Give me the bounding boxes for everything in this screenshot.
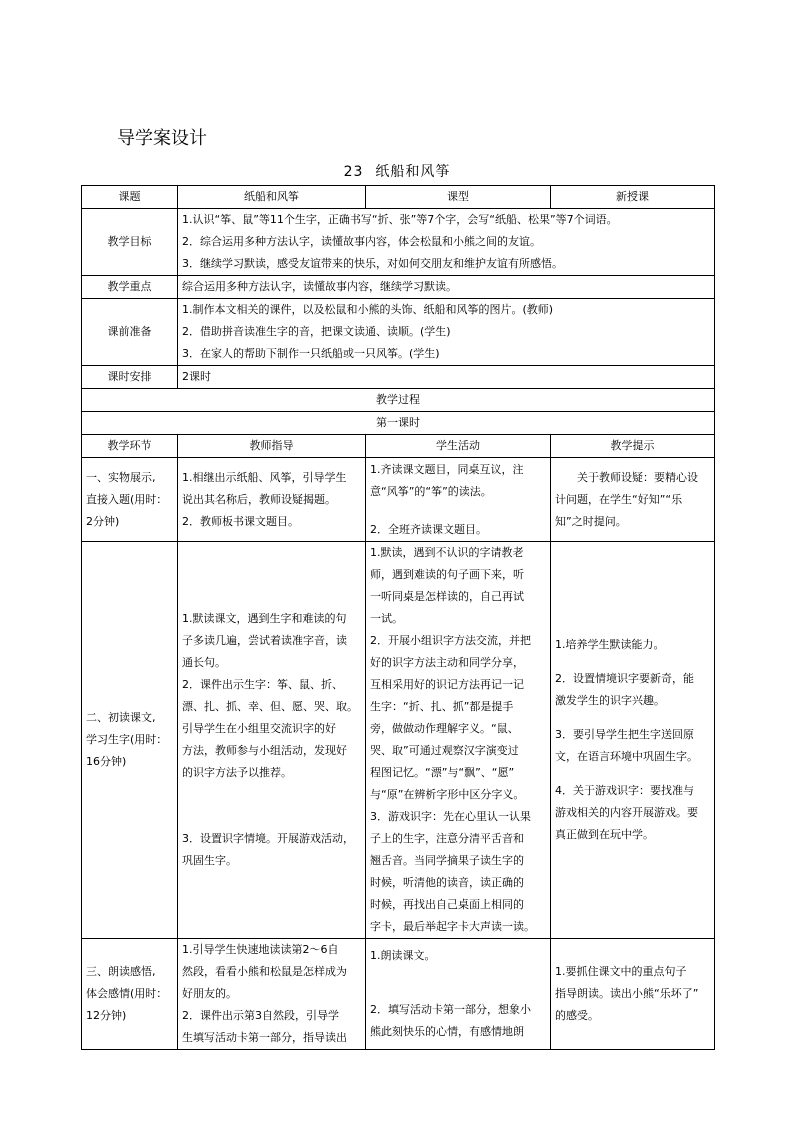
- stage-text: 直接入题(用时：: [86, 492, 168, 506]
- tip-text: 指导朗读。读出小熊“乐坏了”: [555, 987, 699, 1000]
- teacher-text: 子多读几遍，尝试着读准字音，读: [182, 634, 347, 647]
- student-cell: [366, 542, 551, 939]
- teacher-text: 1.默读课文，遇到生字和难读的句: [182, 612, 347, 625]
- table-row: [82, 299, 715, 366]
- tip-text: 真正做到在玩中学。: [555, 828, 654, 841]
- tip-text: 1.培养学生默读能力。: [555, 638, 665, 651]
- goals-cell: [178, 209, 715, 276]
- prep-cell: [178, 299, 715, 366]
- column-header: 教学提示: [551, 435, 715, 458]
- goals-label: 教学目标: [82, 209, 178, 276]
- table-row: [82, 458, 715, 542]
- teacher-text: 好朋友的。: [182, 987, 237, 1000]
- student-text: 生字：“折、扎、抓”都是提手: [370, 700, 514, 713]
- goal-item: 1.认识“筝、鼠”等11个生字，正确书写“折、张”等7个字，会写“纸船、松果”等7个词语。: [182, 213, 618, 226]
- stage-text: 一、实物展示,: [86, 470, 156, 484]
- teacher-text: 引导学生在小组里交流识字的好: [182, 722, 336, 735]
- focus-label: 教学重点: [82, 276, 178, 299]
- stage-text: 2分钟): [86, 514, 120, 528]
- teacher-text: 2．课件出示生字：筝、鼠、折、: [182, 678, 343, 691]
- stage-text: 12分钟): [86, 1009, 127, 1022]
- tip-cell: [551, 542, 715, 939]
- tip-text: 2．设置情境识字要新奇，能: [555, 672, 694, 685]
- tip-text: 的感受。: [555, 1009, 599, 1022]
- prep-label: 课前准备: [82, 299, 178, 366]
- stage-cell: [82, 542, 178, 939]
- stage-cell: [82, 939, 178, 1050]
- student-text: 2．填写活动卡第一部分，想象小: [370, 1003, 531, 1016]
- student-text: 哭、取”可通过观察汉字演变过: [370, 744, 519, 757]
- process-header: 教学过程: [82, 389, 715, 412]
- tip-cell: [551, 458, 715, 542]
- student-text: 师，遇到难读的句子画下来，听: [370, 568, 524, 581]
- lesson-name: 纸船和风筝: [375, 164, 451, 180]
- hours-label: 课时安排: [82, 366, 178, 389]
- period-header: 第一课时: [82, 412, 715, 435]
- teacher-text: 2．教师板书课文题目。: [182, 514, 299, 528]
- table-row: [82, 209, 715, 276]
- tip-text: 计问题，在学生“好知”“乐: [555, 492, 683, 506]
- tip-text: 文，在语言环境中巩固生字。: [555, 750, 698, 763]
- prep-item: 2．借助拼音读准生字的音，把课文读通、读顺。(学生): [182, 325, 451, 338]
- student-text: 一听同桌是怎样读的，自己再试: [370, 590, 524, 603]
- tip-text: 3．要引导学生把生字送回原: [555, 728, 694, 741]
- stage-text: 16分钟): [86, 755, 127, 768]
- student-text: 互相采用好的识记方法再记一记: [370, 678, 524, 691]
- goal-item: 3．继续学习默读，感受友谊带来的快乐，对如何交朋友和维护友谊有所感悟。: [182, 257, 563, 270]
- student-text: 子上的生字，注意分清平舌音和: [370, 832, 524, 845]
- type-value: 新授课: [551, 186, 715, 209]
- student-cell: [366, 939, 551, 1050]
- student-text: 字卡，最后举起字卡大声读一读。: [370, 920, 535, 933]
- student-text: 2．全班齐读课文题目。: [370, 522, 487, 536]
- tip-cell: [551, 939, 715, 1050]
- table-row: [82, 366, 715, 389]
- student-text: 1.齐读课文题目，同桌互议，注: [370, 462, 524, 476]
- student-text: 2．开展小组识字方法交流，并把: [370, 634, 531, 647]
- student-text: 1.默读，遇到不认识的字请教老: [370, 546, 524, 559]
- teacher-cell: [178, 542, 366, 939]
- type-label: 课型: [366, 186, 551, 209]
- column-header: 教师指导: [178, 435, 366, 458]
- teacher-text: 通长句。: [182, 656, 226, 669]
- topic-value: 纸船和风筝: [178, 186, 366, 209]
- column-header: 教学环节: [82, 435, 178, 458]
- student-text: 一试。: [370, 612, 403, 625]
- teacher-text: 漂、扎、抓、幸、但、愿、哭、取。: [182, 700, 358, 713]
- tip-text: 激发学生的识字兴趣。: [555, 694, 665, 707]
- teacher-text: 2．课件出示第3自然段，引导学: [182, 1009, 339, 1022]
- column-header: 学生活动: [366, 435, 551, 458]
- teacher-cell: [178, 939, 366, 1050]
- tip-text: 1.要抓住课文中的重点句子: [555, 965, 687, 978]
- goal-item: 2．综合运用多种方法认字，读懂故事内容，体会松鼠和小熊之间的友谊。: [182, 235, 541, 248]
- teacher-text: 生填写活动卡第一部分，指导读出: [182, 1031, 347, 1044]
- lesson-plan-table: [81, 185, 715, 1050]
- student-text: 翘舌音。当同学摘果子读生字的: [370, 854, 524, 867]
- student-text: 程图记忆。“漂”与“飘”、“愿”: [370, 766, 515, 779]
- student-text: 3．游戏识字：先在心里认一认果: [370, 810, 531, 823]
- table-header-row: [82, 435, 715, 458]
- stage-text: 学习生字(用时：: [86, 733, 168, 746]
- student-text: 意“风筝”的“筝”的读法。: [370, 484, 492, 498]
- student-text: 1.朗读课文。: [370, 949, 436, 962]
- stage-text: 三、朗读感悟,: [86, 965, 156, 978]
- table-row: [82, 412, 715, 435]
- teacher-text: 方法，教师参与小组活动，发现好: [182, 744, 347, 757]
- lesson-number: 23: [343, 164, 364, 180]
- teacher-text: 然段，看看小熊和松鼠是怎样成为: [182, 965, 347, 978]
- student-text: 熊此刻快乐的心情，有感情地朗: [370, 1025, 524, 1038]
- student-text: 好的识字方法主动和同学分享，: [370, 656, 524, 669]
- stage-text: 体会感情(用时：: [86, 987, 168, 1000]
- student-text: 与“原”在辨析字形中区分字义。: [370, 788, 525, 801]
- teacher-text: 的识字方法予以推荐。: [182, 766, 292, 779]
- table-row: [82, 186, 715, 209]
- teacher-text: 1.引导学生快速地读读第2～6自: [182, 943, 339, 956]
- teacher-text: 巩固生字。: [182, 854, 237, 867]
- prep-item: 3．在家人的帮助下制作一只纸船或一只风筝。(学生): [182, 347, 440, 360]
- table-row: [82, 939, 715, 1050]
- tip-text: 游戏相关的内容开展游戏。要: [555, 806, 698, 819]
- stage-cell: [82, 458, 178, 542]
- teacher-cell: [178, 458, 366, 542]
- student-text: 旁，做做动作理解字义。“鼠、: [370, 722, 519, 735]
- teacher-text: 1.相继出示纸船、风筝，引导学生: [182, 470, 347, 484]
- lesson-title: [0, 161, 794, 181]
- table-row: [82, 389, 715, 412]
- student-cell: [366, 458, 551, 542]
- tip-text: 知”之时提问。: [555, 514, 627, 528]
- document-heading: 导学案设计: [117, 128, 207, 149]
- table-row: [82, 276, 715, 299]
- stage-text: 二、初读课文,: [86, 711, 156, 724]
- hours-value: 2课时: [178, 366, 715, 389]
- prep-item: 1.制作本文相关的课件，以及松鼠和小熊的头饰、纸船和风筝的图片。(教师): [182, 303, 554, 316]
- focus-value: 综合运用多种方法认字，读懂故事内容，继续学习默读。: [178, 276, 715, 299]
- tip-text: 4．关于游戏识字：要找准与: [555, 784, 694, 797]
- tip-text: 关于教师设疑：要精心设: [577, 470, 698, 484]
- student-text: 时候，再找出自己桌面上相同的: [370, 898, 524, 911]
- student-text: 时候，听清他的读音，读正确的: [370, 876, 524, 889]
- teacher-text: 3．设置识字情境。开展游戏活动，: [182, 832, 354, 845]
- topic-label: 课题: [82, 186, 178, 209]
- teacher-text: 说出其名称后，教师设疑揭题。: [182, 492, 336, 506]
- table-row: [82, 542, 715, 939]
